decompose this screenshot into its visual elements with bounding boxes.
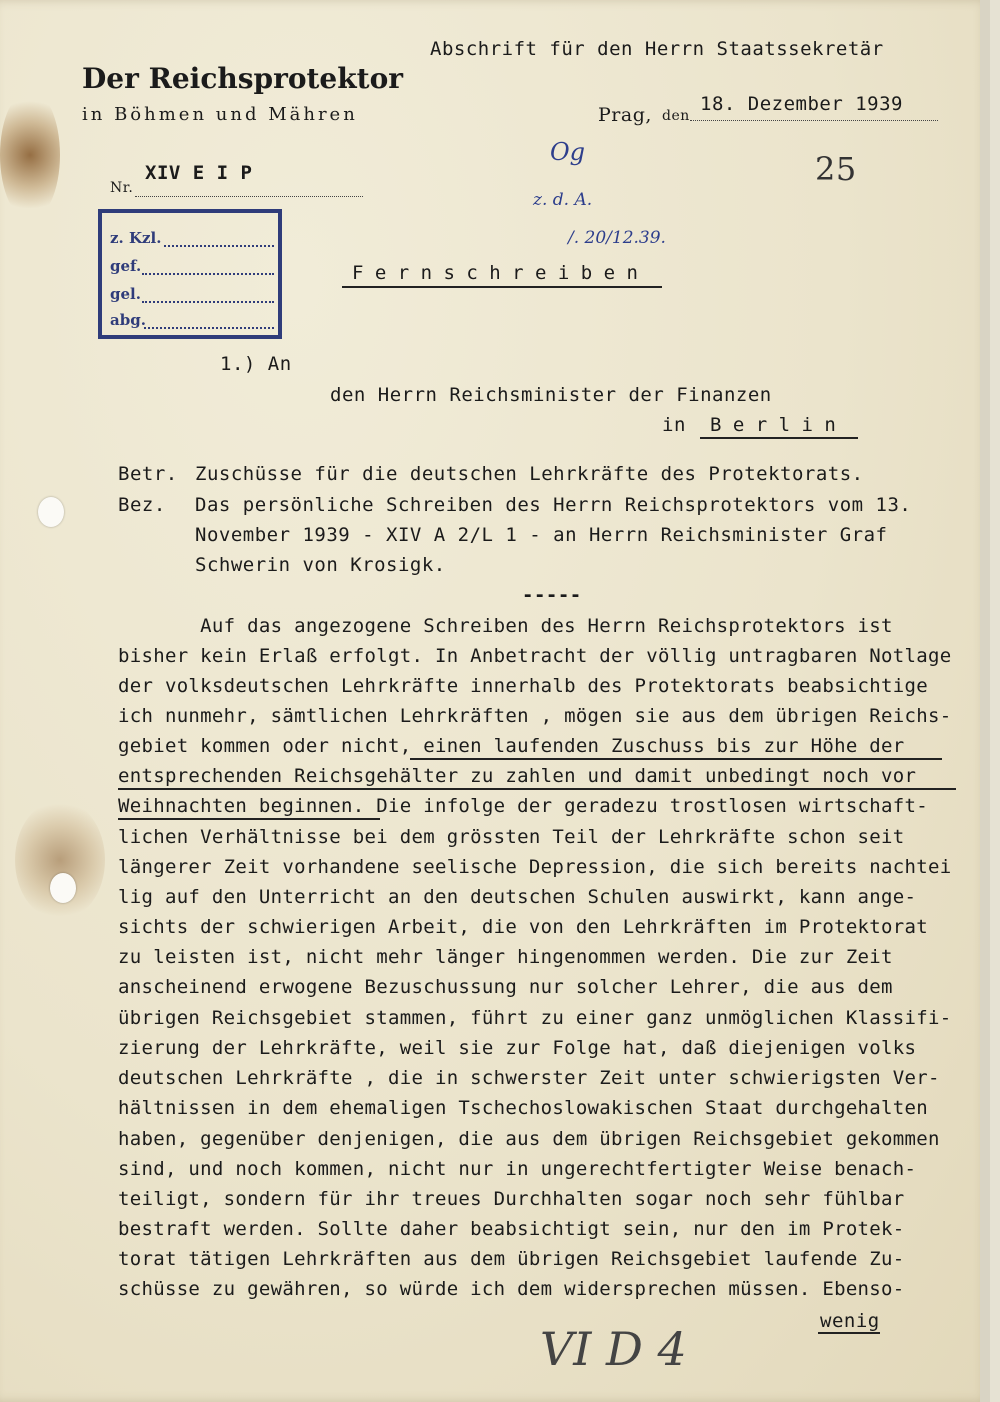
ref-number: XIV E I P [145, 162, 253, 184]
body-line: hältnissen in dem ehemaligen Tschechoslowakischen Staat durchgehalten [118, 1097, 928, 1119]
ref-label: Nr. [110, 180, 134, 196]
body-line: sind, und noch kommen, nicht nur in ungerechtfertigter Weise benach- [118, 1158, 917, 1180]
stamp-row-abg: abg. [110, 311, 146, 329]
stamp-dotted-line [142, 301, 274, 303]
stamp-dotted-line [144, 327, 274, 329]
copy-note: Abschrift für den Herrn Staatssekretär [430, 38, 884, 60]
bez-label: Bez. [118, 494, 166, 516]
letterhead-title: Der Reichsprotektor [82, 62, 404, 95]
stamp-row-gel: gel. [110, 285, 141, 303]
place-label: Prag, [598, 104, 652, 126]
letterhead-subtitle: in Böhmen und Mähren [82, 104, 358, 125]
body-line: längerer Zeit vorhandene seelische Depression, die sich bereits nachtei [118, 856, 952, 878]
emphasis-underline [118, 818, 380, 820]
recipient-number: 1.) An [220, 353, 292, 375]
emphasis-underline [410, 758, 942, 760]
betr-text: Zuschüsse für die deutschen Lehrkräfte des Protektorats. [195, 463, 864, 485]
letter-date: 18. Dezember 1939 [700, 93, 903, 115]
body-line: deutschen Lehrkräfte , die in schwerster Zeit unter schwierigsten Ver- [118, 1067, 940, 1089]
body-line: übrigen Reichsgebiet stammen, führt zu einer ganz unmöglichen Klassifi- [118, 1007, 952, 1029]
catchword-underline [818, 1332, 880, 1334]
stamp-row-kanzlei: z. Kzl. [110, 229, 162, 247]
date-line [690, 120, 938, 121]
stamp-row-gef: gef. [110, 257, 142, 275]
title-underline [342, 286, 662, 288]
page-edge [980, 0, 990, 1402]
den-label: den [662, 108, 690, 124]
recipient-name: den Herrn Reichsminister der Finanzen [330, 384, 772, 406]
body-line: lichen Verhältnisse bei dem grössten Teil der Lehrkräfte schon seit [118, 826, 905, 848]
body-line: teiligt, sondern für ihr treues Durchhalten sogar noch sehr fühlbar [118, 1188, 905, 1210]
handwritten-date-note: /. 20/12.39. [568, 228, 666, 248]
rust-stain [0, 90, 60, 220]
body-line: zu leisten ist, nicht mehr länger hingenommen werden. Die zur Zeit [118, 946, 893, 968]
body-line: der volksdeutschen Lehrkräfte innerhalb des Protektorats beabsichtige [118, 675, 928, 697]
bez-line: Schwerin von Krosigk. [195, 554, 446, 576]
body-line: bestraft werden. Sollte daher beabsichtigt sein, nur den im Protek- [118, 1218, 905, 1240]
handwritten-initials: Og [550, 138, 586, 166]
emphasis-underline [118, 788, 956, 790]
body-line: bisher kein Erlaß erfolgt. In Anbetracht der völlig untragbaren Notlage [118, 645, 952, 667]
bez-line: November 1939 - XIV A 2/L 1 - an Herrn Reichsminister Graf [195, 524, 888, 546]
page-number: 25 [815, 150, 857, 188]
punch-hole [50, 873, 76, 903]
document-title: F e r n s c h r e i b e n [352, 262, 638, 284]
body-line: anscheinend erwogene Bezuschussung nur solcher Lehrer, die aus dem [118, 976, 893, 998]
body-line: entsprechenden Reichsgehälter zu zahlen und damit unbedingt noch vor [118, 765, 917, 787]
body-line: gebiet kommen oder nicht, einen laufenden Zuschuss bis zur Höhe der [118, 735, 905, 757]
body-line: haben, gegenüber denjenigen, die aus dem übrigen Reichsgebiet gekommen [118, 1128, 940, 1150]
stamp-dotted-line [142, 273, 274, 275]
body-line: schüsse zu gewähren, so würde ich dem widersprechen müssen. Ebenso- [118, 1278, 905, 1300]
betr-label: Betr. [118, 463, 178, 485]
body-line: sichts der schwierigen Arbeit, die von den Lehrkräften im Protektorat [118, 916, 928, 938]
city-underline [700, 437, 858, 439]
handwritten-file-mark: VI D 4 [540, 1322, 687, 1376]
handwritten-zda: z. d. A. [533, 190, 593, 210]
ref-line [135, 196, 363, 197]
bez-line: Das persönliche Schreiben des Herrn Reichsprotektors vom 13. [195, 494, 912, 516]
body-line: lig auf den Unterricht an den deutschen Schulen auswirkt, kann ange- [118, 886, 917, 908]
separator: ----- [522, 584, 582, 606]
punch-hole [38, 497, 64, 527]
body-line: torat tätigen Lehrkräften aus dem übrigen Reichsgebiet laufende Zu- [118, 1248, 905, 1270]
registry-stamp [98, 209, 282, 339]
recipient-city-prefix: in [662, 414, 686, 436]
recipient-city: B e r l i n [710, 414, 836, 436]
body-line: zierung der Lehrkräfte, weil sie zur Folge hat, daß diejenigen volks [118, 1037, 917, 1059]
body-line: Weihnachten beginnen. Die infolge der geradezu trostlosen wirtschaft- [118, 795, 928, 817]
stamp-dotted-line [164, 245, 274, 247]
body-line: Auf das angezogene Schreiben des Herrn Reichsprotektors ist [118, 615, 893, 637]
catchword: wenig [820, 1310, 880, 1332]
body-line: ich nunmehr, sämtlichen Lehrkräften , mögen sie aus dem übrigen Reichs- [118, 705, 952, 727]
